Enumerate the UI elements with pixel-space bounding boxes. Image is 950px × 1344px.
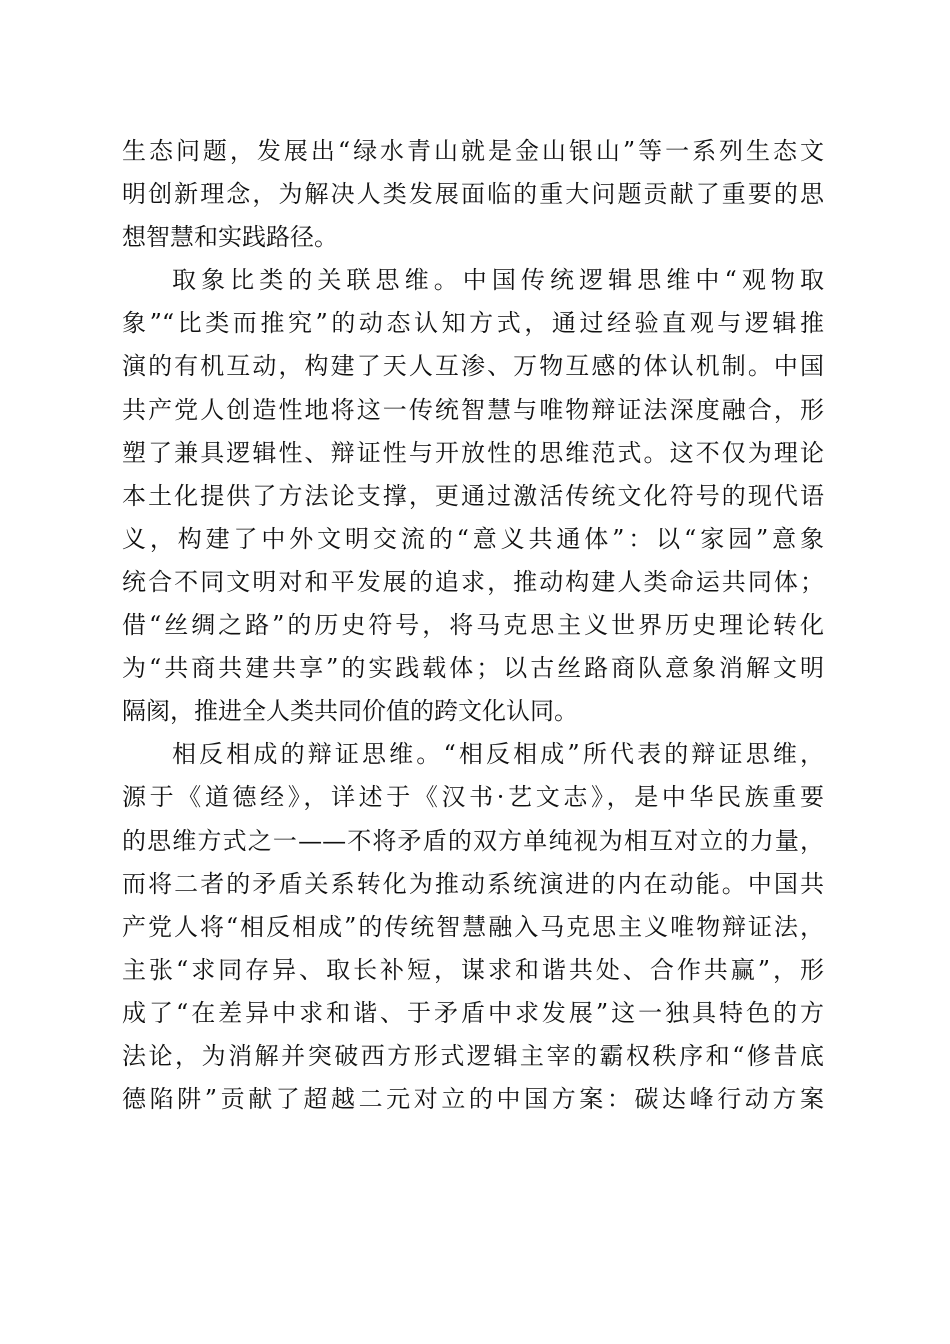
text-line: 法论，为消解并突破西方形式逻辑主宰的霸权秩序和“修昔底	[122, 1041, 824, 1070]
text-line: 产党人将“相反相成”的传统智慧融入马克思主义唯物辩证法，	[122, 912, 824, 941]
text-line: 演的有机互动，构建了天人互渗、万物互感的体认机制。中国	[122, 352, 824, 381]
text-line: 德陷阱”贡献了超越二元对立的中国方案：碳达峰行动方案	[122, 1085, 824, 1114]
text-line: 为“共商共建共享”的实践载体；以古丝路商队意象消解文明	[122, 654, 824, 683]
text-line: 统合不同文明对和平发展的追求，推动构建人类命运共同体；	[122, 567, 824, 596]
text-line: 明创新理念，为解决人类发展面临的重大问题贡献了重要的思	[122, 180, 824, 209]
text-line: 主张“求同存异、取长补短，谋求和谐共处、合作共赢”，形	[122, 955, 824, 984]
text-line: 隔阂，推进全人类共同价值的跨文化认同。	[122, 697, 578, 726]
paragraph-associative-thinking	[122, 259, 824, 733]
text-line: 而将二者的矛盾关系转化为推动系统演进的内在动能。中国共	[122, 869, 824, 898]
text-line: 义，构建了中外文明交流的“意义共通体”：以“家园”意象	[122, 524, 824, 553]
text-line: 共产党人创造性地将这一传统智慧与唯物辩证法深度融合，形	[122, 395, 824, 424]
text-line: 生态问题，发展出“绿水青山就是金山银山”等一系列生态文	[122, 137, 824, 165]
text-line: 源于《道德经》，详述于《汉书·艺文志》，是中华民族重要	[122, 783, 824, 812]
paragraph-ecology-end	[122, 130, 824, 259]
paragraph-dialectical-thinking	[122, 733, 824, 1121]
text-line: 相反相成的辩证思维。“相反相成”所代表的辩证思维，	[172, 740, 824, 769]
document-page	[122, 130, 824, 1121]
text-line: 借“丝绸之路”的历史符号，将马克思主义世界历史理论转化	[122, 611, 824, 640]
text-line: 想智慧和实践路径。	[122, 223, 338, 252]
text-line: 塑了兼具逻辑性、辩证性与开放性的思维范式。这不仅为理论	[122, 438, 824, 467]
text-line: 象”“比类而推究”的动态认知方式，通过经验直观与逻辑推	[122, 309, 824, 338]
text-line: 本土化提供了方法论支撑，更通过激活传统文化符号的现代语	[122, 481, 824, 510]
text-line: 的思维方式之一——不将矛盾的双方单纯视为相互对立的力量，	[122, 826, 824, 855]
text-line: 取象比类的关联思维。中国传统逻辑思维中“观物取	[172, 266, 824, 295]
text-line: 成了“在差异中求和谐、于矛盾中求发展”这一独具特色的方	[122, 998, 824, 1027]
